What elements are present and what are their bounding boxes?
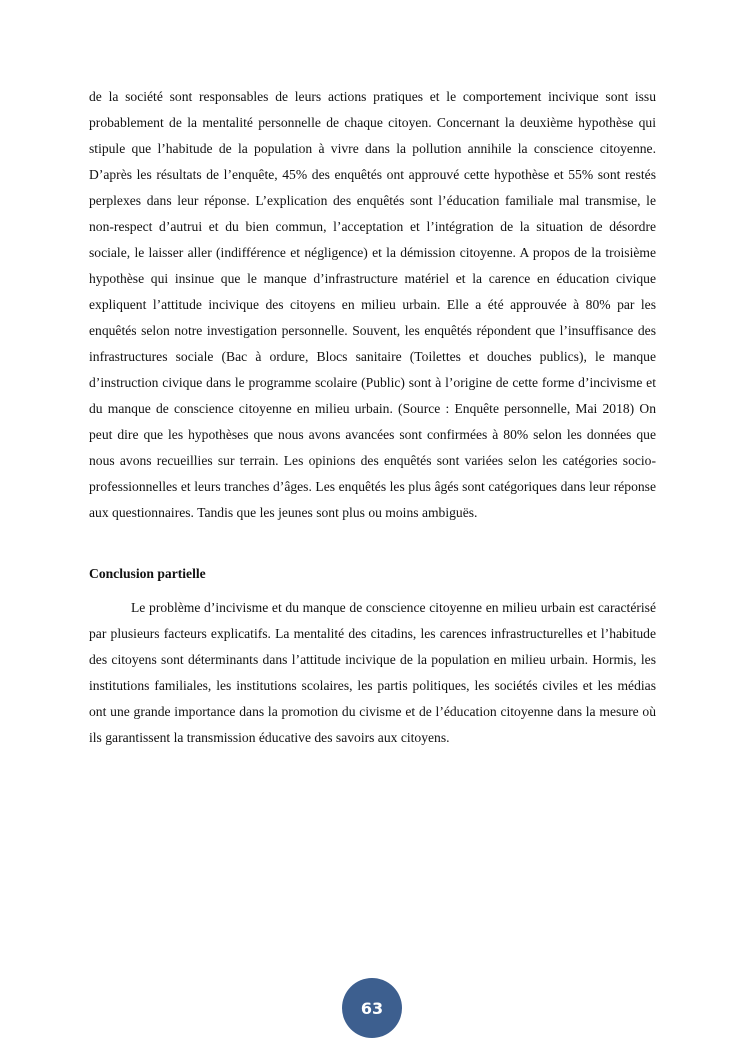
section-heading: Conclusion partielle [89,566,206,581]
body-paragraph-1: de la société sont responsables de leurs actions pratiques et le comportement incivique sont issu probablement de la mentalité personnelle de chaque citoyen. Concernant la deuxième hypothèse qui stipule que l’habitude de la population à vivre dans la pollution annihile la conscience citoyenne. D’après les résultats de l’enquête, 45% des enquêtés ont approuvé cette hypothèse et 55% sont restés perplexes dans leur réponse. L’explication des enquêtés sont l’éducation familiale mal transmise, le non-respect d’autrui et du bien commun, l’acceptation et l’intégration de la situation de désordre sociale, le laisser aller (indifférence et négligence) et la démission citoyenne. A propos de la troisième hypothèse qui insinue que le manque d’infrastructure matériel et la carence en éducation civique expliquent l’attitude incivique des citoyens en milieu urbain. Elle a été approuvée à 80% par les enquêtés selon notre investigation personnelle. Souvent, les enquêtés répondent que l’insuffisance des infrastructures sociale (Bac à ordure, Blocs sanitaire (Toilettes et douches publics), le manque d’instruction civique dans le programme scolaire (Public) sont à l’origine de cette forme d’incivisme et du manque de conscience citoyenne en milieu urbain. (Source : Enquête personnelle, Mai 2018) On peut dire que les hypothèses que nous avons avancées sont confirmées à 80% selon les données que nous avons recueillies sur terrain. Les opinions des enquêtés sont variées selon les catégories socio-professionnelles et leurs tranches d’âges. Les enquêtés les plus âgés sont catégoriques dans leur réponse aux questionnaires. Tandis que les jeunes sont plus ou moins ambiguës. [89,89,656,520]
body-paragraph-2: Le problème d’incivisme et du manque de conscience citoyenne en milieu urbain est caractérisé par plusieurs facteurs explicatifs. La mentalité des citadins, les carences infrastructurelles et l’habitude des citoyens sont déterminants dans l’attitude incivique de la population en milieu urbain. Hormis, les institutions familiales, les institutions scolaires, les partis politiques, les sociétés civiles et les médias ont une grande importance dans la promotion du civisme et de l’éducation citoyenne dans la mesure où ils garantissent la transmission éducative des savoirs aux citoyens. [89,600,656,745]
page-number: 63 [360,998,384,1018]
page-number-badge [342,978,402,1038]
